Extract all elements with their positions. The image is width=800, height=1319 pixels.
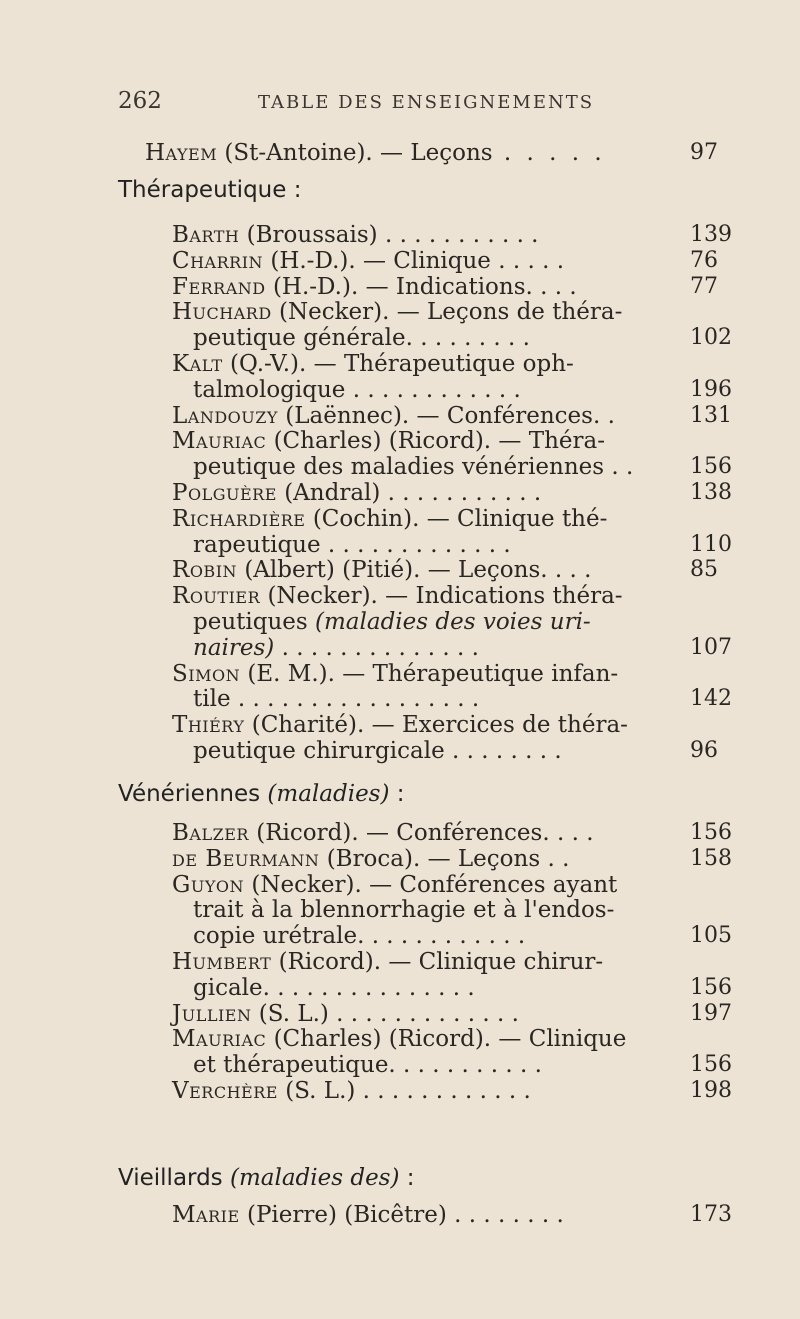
index-entry-continuation [193,377,521,403]
entry-author: Polguère [172,480,277,506]
entry-author: Richardière [172,505,306,532]
index-entry-continuation [193,1052,542,1078]
entry-author: Thiéry [172,712,245,739]
index-entry-continuation [193,454,633,480]
index-entry [172,403,615,429]
entry-text: (E. M.). — Thérapeutique infan- [247,660,619,687]
index-entry-continuation [193,738,562,764]
entry-author: Robin [172,557,238,584]
entry-leader: . . . . . [492,140,606,166]
page-number: 262 [118,88,162,114]
entry-text: (Ricord). — Clinique chirur- [278,949,604,975]
entry-text: (Necker). — Leçons de théra- [278,299,623,326]
index-entry [172,1078,531,1104]
entry-page: 77 [690,273,718,299]
entry-text: et thérapeutique. . . . . . . . . . . [193,1052,542,1079]
index-entry [172,557,591,583]
entry-text: (Charles) (Ricord). — Théra- [273,428,605,455]
entry-text: (Charité). — Exercices de théra- [251,712,628,739]
index-entry-continuation [193,609,591,635]
entry-page: 97 [690,140,718,165]
entry-text: (Ricord). — Conférences. . . . [256,820,594,846]
entry-author: Mauriac [172,1026,267,1053]
entry-author: Huchard [172,299,272,326]
entry-text: peutique générale. . . . . . . . . [193,325,530,352]
index-entry [172,480,541,506]
entry-page: 102 [690,325,732,351]
index-entry-continuation [193,686,479,712]
entry-author: Guyon [172,871,245,898]
entry-author: Routier [172,583,261,610]
entry-text: (Laënnec). — Conférences. . [285,402,615,429]
entry-text: (Pierre) (Bicêtre) . . . . . . . . [246,1202,564,1228]
entry-text: (Necker). — Conférences ayant [251,871,618,898]
entry-page: 76 [690,247,718,273]
section-heading-italic: (maladies) [267,781,390,807]
entry-text: copie urétrale. . . . . . . . . . . . [193,923,526,950]
entry-text: peutiques [193,609,316,635]
index-entry [172,949,603,975]
entry-author: Verchère [172,1078,278,1104]
index-entry [172,1202,564,1228]
entry-text: peutique des maladies vénériennes . . [193,454,634,481]
index-entry-continuation [193,325,530,351]
entry-page: 198 [690,1078,732,1103]
entry-text: (Cochin). — Clinique thé- [312,505,608,532]
index-entry [172,248,564,274]
index-entry [172,428,605,454]
index-entry [172,820,594,846]
entry-author: Landouzy [172,402,278,429]
entry-text: trait à la blennorrhagie et à l'endos- [193,897,615,924]
entry-page: 158 [690,845,732,871]
entry-author: Balzer [172,820,249,846]
entry-text: peutique chirurgicale . . . . . . . . [193,738,562,764]
entry-text: (Andral) . . . . . . . . . . . [284,480,542,506]
section-heading-suffix: : [399,1165,415,1191]
entry-text: (H.-D.). — Clinique . . . . . [270,247,565,274]
index-entry [172,712,628,738]
index-entry-continuation [193,532,511,558]
index-entry [172,351,574,377]
index-entry [172,1026,626,1052]
entry-author: Simon [172,660,241,687]
section-heading-suffix: : [389,781,405,807]
entry-text: (St-Antoine). — Leçons [217,140,493,166]
entry-page: 105 [690,923,732,949]
entry-page: 173 [690,1202,732,1227]
index-entry-continuation [193,897,614,923]
section-heading-text: Vieillards [118,1165,230,1191]
entry-author: Ferrand [172,273,266,300]
entry-text: (Albert) (Pitié). — Leçons. . . . [244,557,592,584]
index-entry [145,140,606,166]
index-entry [172,222,539,248]
entry-leader: . . . . . . . . . . . . . . [274,634,479,661]
entry-text: talmologique . . . . . . . . . . . . [193,376,521,403]
entry-page: 156 [690,454,732,480]
entry-author: de Beurmann [172,845,320,872]
entry-page: 138 [690,480,732,505]
entry-text: (Broca). — Leçons . . [326,845,570,872]
entry-text: (S. L.) . . . . . . . . . . . . [285,1078,531,1104]
entry-page: 139 [690,222,732,247]
entry-author: Charrin [172,247,264,274]
index-entry [172,661,618,687]
index-entry-continuation [193,923,525,949]
index-entry [172,872,617,898]
page-header [118,88,718,120]
entry-page: 196 [690,376,732,402]
index-entry [172,583,623,609]
entry-text: gicale. . . . . . . . . . . . . . . [193,974,475,1001]
entry-author: Barth [172,222,240,248]
entry-page: 96 [690,738,718,763]
entry-italic: naires) [193,634,275,661]
section-heading [118,780,405,808]
index-entry [172,846,569,872]
index-entry [172,299,622,325]
entry-page: 156 [690,820,732,845]
entry-page: 156 [690,974,732,1000]
section-heading-text: Vénériennes [118,781,268,807]
index-entry [172,274,577,300]
entry-text: (Q.-V.). — Thérapeutique oph- [230,351,574,377]
entry-author: Hayem [145,140,218,166]
entry-page: 107 [690,634,732,660]
entry-text: (Charles) (Ricord). — Clinique [273,1026,627,1053]
entry-author: Jullien [172,1000,252,1027]
entry-text: tile . . . . . . . . . . . . . . . . . [193,686,480,713]
entry-author: Marie [172,1202,240,1228]
section-heading [118,176,301,204]
entry-page: 85 [690,557,718,583]
entry-italic: (maladies des voies uri- [315,609,591,635]
entry-text: (S. L.) . . . . . . . . . . . . . [258,1000,519,1027]
index-entry-continuation [193,635,479,661]
entry-text: (H.-D.). — Indications. . . . [272,273,577,300]
entry-page: 131 [690,402,732,428]
section-heading-italic: (maladies des) [229,1165,400,1191]
index-entry [172,506,607,532]
entry-author: Kalt [172,351,223,377]
entry-text: (Necker). — Indications théra- [267,583,623,610]
entry-text: (Broussais) . . . . . . . . . . . [246,222,539,248]
section-heading [118,1164,415,1192]
running-title: TABLE DES ENSEIGNEMENTS [258,92,595,113]
entry-page: 110 [690,531,732,557]
entry-page: 197 [690,1000,732,1026]
entry-text: rapeutique . . . . . . . . . . . . . [193,531,511,558]
index-entry [172,1001,519,1027]
index-entry-continuation [193,975,475,1001]
entry-author: Mauriac [172,428,267,455]
entry-page: 142 [690,686,732,712]
entry-author: Humbert [172,949,272,975]
section-heading-text: Thérapeutique : [118,177,302,203]
entry-page: 156 [690,1052,732,1078]
